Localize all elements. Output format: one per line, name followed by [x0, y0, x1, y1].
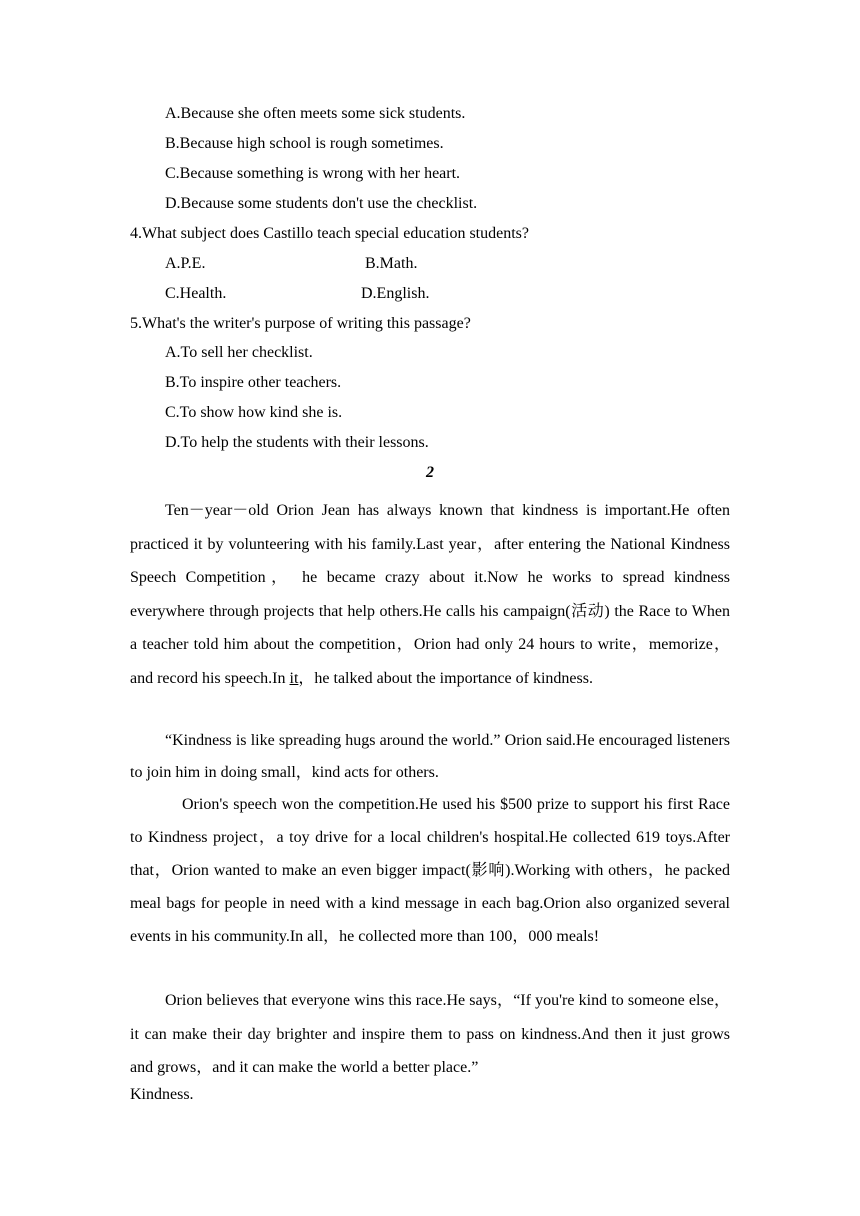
passage-paragraph-2: “Kindness is like spreading hugs around the world.” Orion said.He encouraged listeners to join him in doing small，kind acts for others. [130, 732, 730, 781]
q4-option-c: C.Health. [165, 285, 227, 302]
section-number: 2 [426, 464, 434, 481]
q5-option-a: A.To sell her checklist. [165, 344, 313, 361]
q5-question: 5.What's the writer's purpose of writing this passage? [130, 315, 471, 332]
passage-paragraph-1-text-b: ，he talked about the importance of kindness. [298, 669, 593, 687]
passage-paragraph-1 [130, 494, 730, 696]
passage-paragraph-4: Orion believes that everyone wins this race.He says，“If you're kind to someone else，it can make their day brighter and inspire them to pass on kindness.And then it just grows and grows，and it can make the world a better place.” [130, 992, 730, 1077]
q4-question: 4.What subject does Castillo teach special education students? [130, 225, 529, 242]
q3-option-d: D.Because some students don't use the checklist. [165, 195, 478, 212]
q5-option-c: C.To show how kind she is. [165, 404, 343, 421]
underlined-word-it: it [289, 669, 299, 687]
q5-option-d: D.To help the students with their lessons. [165, 434, 429, 451]
q4-option-b: B.Math. [365, 255, 418, 272]
q3-option-b: B.Because high school is rough sometimes. [165, 135, 444, 152]
q5-option-b: B.To inspire other teachers. [165, 374, 342, 391]
passage-last-line: Kindness. [130, 1086, 194, 1103]
q4-option-a: A.P.E. [165, 255, 206, 272]
passage-paragraph-3: Orion's speech won the competition.He used his $500 prize to support his first Race to Kindness project，a toy drive for a local children's hospital.He collected 619 toys.After that，Orion wanted to make an even bigger impact(影响).Working with others，he packed meal bags for people in need with a kind message in each bag.Orion also organized several events in his community.In all，he collected more than 100，000 meals! [130, 796, 730, 945]
q3-option-a: A.Because she often meets some sick students. [165, 105, 466, 122]
q3-option-c: C.Because something is wrong with her heart. [165, 165, 461, 182]
passage-paragraph-1-text-a: Ten－year－old Orion Jean has always known that kindness is important.He often practiced it by volunteering with his family.Last year，after entering the National Kindness Speech Competition， he became crazy about it.Now he works to spread kindness everywhere through projects that help others.He calls his campaign(活动) the Race to When a teacher told him about the competition，Orion had only 24 hours to write，memorize，and record his speech.In [130, 502, 731, 687]
q4-option-d: D.English. [361, 285, 430, 302]
